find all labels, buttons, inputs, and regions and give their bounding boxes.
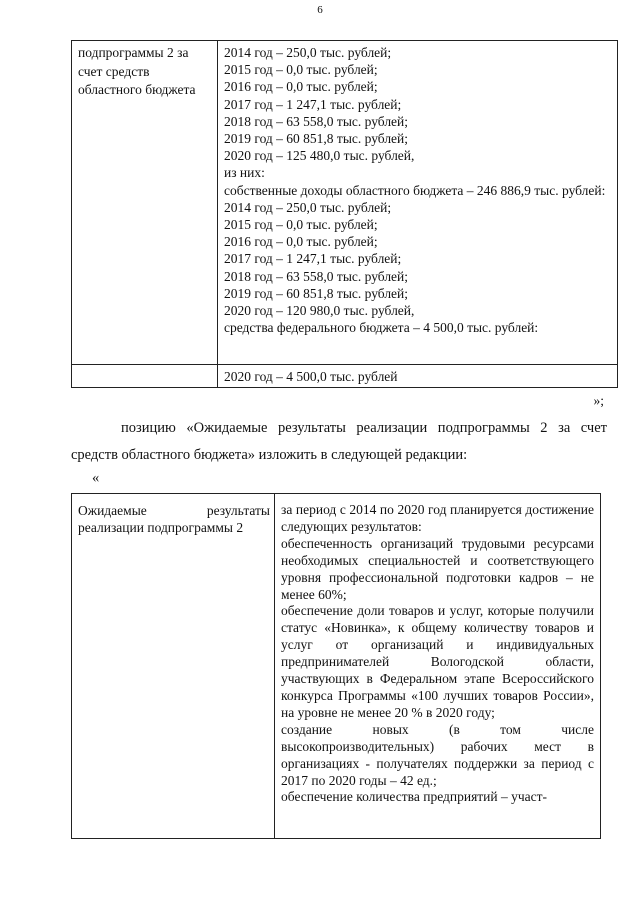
funding-line: 2018 год – 63 558,0 тыс. рублей; (224, 268, 409, 284)
funding-table (71, 40, 618, 388)
funding-line: 2017 год – 1 247,1 тыс. рублей; (224, 251, 402, 267)
funding-line: собственные доходы областного бюджета – 246 886,9 тыс. рублей: (224, 182, 606, 198)
funding-line: 2020 год – 120 980,0 тыс. рублей, (224, 303, 415, 319)
results-table (71, 493, 601, 839)
funding-table-federal-cell (218, 364, 618, 387)
result-item: обеспечение доли товаров и услуг, которые получили статус «Новинка», к общему количеству товаров и услуг от организаций и индивидуальных предпринимателей Вологодской области, участвующих в Федеральном этапе Всероссийского конкурса Программы «100 лучших товаров России», на уровне не менее 20 % в 2020 году; (281, 603, 594, 720)
results-table-label: Ожидаемые результаты реализации подпрограммы 2 (78, 503, 270, 535)
funding-line: средства федерального бюджета – 4 500,0 тыс. рублей: (224, 320, 539, 336)
funding-line: 2018 год – 63 558,0 тыс. рублей; (224, 113, 409, 129)
results-table-label-cell (72, 494, 275, 839)
results-table-values-cell (275, 494, 601, 839)
funding-line: 2015 год – 0,0 тыс. рублей; (224, 62, 378, 78)
result-item: создание новых (в том числе высокопроизводительных) рабочих мест в организациях - получателях поддержки за период с 2017 по 2020 годы – 42 ед.; (281, 721, 594, 788)
closing-quote: »; (593, 393, 604, 408)
funding-line: 2016 год – 0,0 тыс. рублей; (224, 234, 378, 250)
funding-line: из них: (224, 165, 265, 181)
funding-table-label: подпрограммы 2 за счет средств областного бюджета (78, 45, 196, 97)
page-number: 6 (317, 4, 323, 16)
result-item: обеспечение количества предприятий – участ- (281, 789, 548, 805)
amendment-paragraph: позицию «Ожидаемые результаты реализации подпрограммы 2 за счет средств областного бюджета» изложить в следующей редакции: (71, 420, 607, 463)
opening-quote: « (92, 470, 100, 486)
funding-line: 2019 год – 60 851,8 тыс. рублей; (224, 131, 409, 147)
funding-line: 2014 год – 250,0 тыс. рублей; (224, 45, 392, 60)
funding-table-values-cell (218, 41, 618, 365)
funding-line: 2015 год – 0,0 тыс. рублей; (224, 217, 378, 233)
funding-line: 2016 год – 0,0 тыс. рублей; (224, 79, 378, 95)
result-item: за период с 2014 по 2020 год планируется достижение следующих результатов: (281, 502, 594, 534)
funding-line: 2019 год – 60 851,8 тыс. рублей; (224, 285, 409, 301)
funding-line: 2020 год – 125 480,0 тыс. рублей, (224, 148, 415, 164)
funding-table-label-cell (72, 41, 218, 365)
funding-table-empty-cell (72, 364, 218, 387)
result-item: обеспеченность организаций трудовыми ресурсами необходимых специальностей и соответствующего уровня профессиональной подготовки кадров – не менее 60%; (281, 535, 594, 602)
funding-line: 2020 год – 4 500,0 тыс. рублей (224, 368, 398, 384)
funding-line: 2014 год – 250,0 тыс. рублей; (224, 199, 392, 215)
funding-line: 2017 год – 1 247,1 тыс. рублей; (224, 96, 402, 112)
